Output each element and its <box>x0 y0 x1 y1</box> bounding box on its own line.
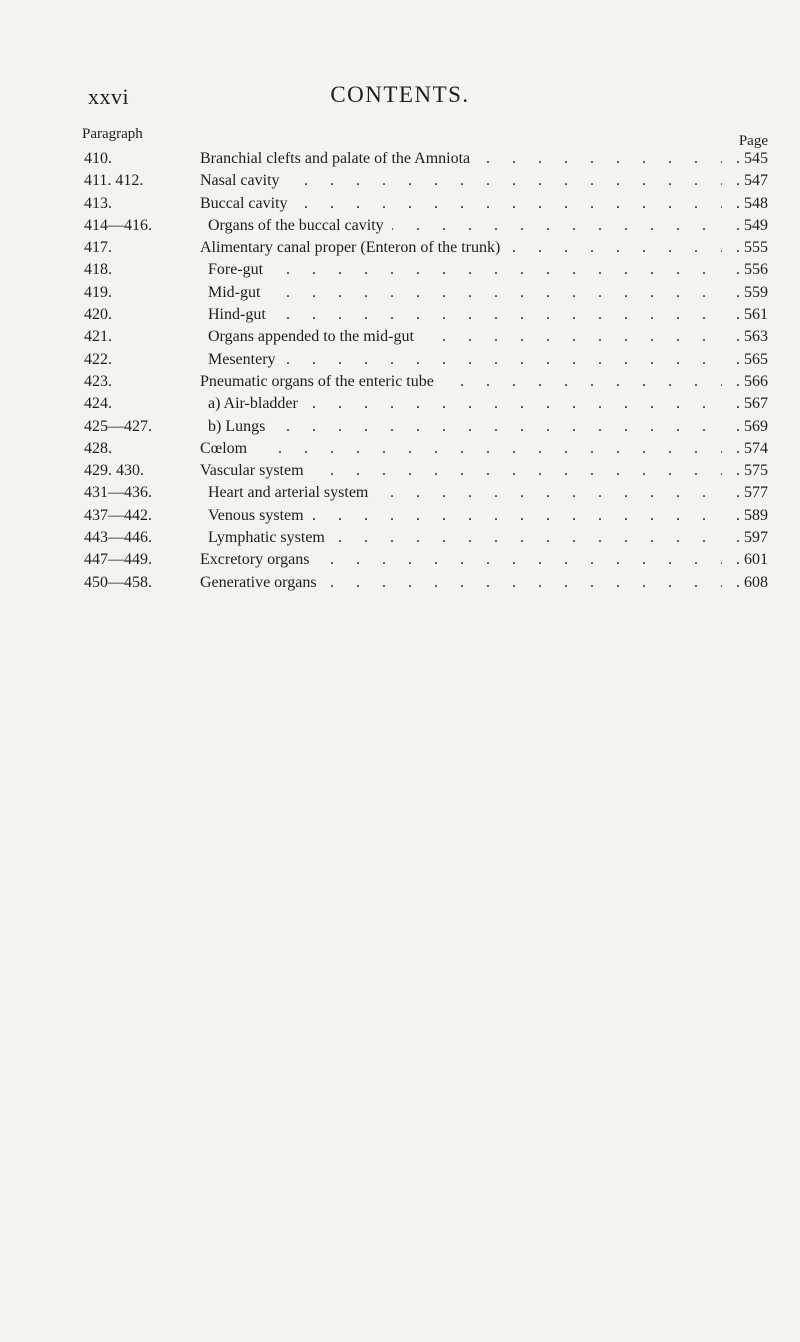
page-number: 549 <box>744 216 768 234</box>
paragraph-number: 411. 412. <box>84 172 144 190</box>
page-number: 608 <box>744 573 768 591</box>
paragraph-number: 424. <box>84 395 112 413</box>
paragraph-number: 428. <box>84 439 112 457</box>
toc-entry: 447—449. Excretory organs . . . . 601 <box>0 549 800 571</box>
toc-entry: 420. Hind-gut . . . . 561 <box>0 304 800 326</box>
paragraph-number: 429. 430. <box>84 462 144 480</box>
entry-title: b) Lungs <box>208 418 273 435</box>
page-folio: xxvi <box>88 84 130 109</box>
page-number: 545 <box>744 150 768 167</box>
toc-entry: 423. Pneumatic organs of the enteric tube . . . . 566 <box>0 371 800 393</box>
page-number: 563 <box>744 328 768 346</box>
toc-entry: 417. Alimentary canal proper (Enteron of the trunk) . . . . 555 <box>0 237 800 259</box>
entry-title: Hind-gut <box>208 306 274 323</box>
paragraph-number: 422. <box>84 350 112 368</box>
entry-title: Organs of the buccal cavity <box>208 217 392 234</box>
paragraph-number: 410. <box>84 150 112 167</box>
entry-title: Organs appended to the mid-gut <box>208 328 422 345</box>
paragraph-number: 418. <box>84 261 112 279</box>
page-number: 574 <box>744 439 768 457</box>
page-number: 601 <box>744 551 768 569</box>
paragraph-number: 414—416. <box>84 216 152 234</box>
page-number: 577 <box>744 484 768 502</box>
entry-title: Branchial clefts and palate of the Amniota <box>200 150 478 167</box>
paragraph-number: 437—442. <box>84 506 152 524</box>
paragraph-number: 425—427. <box>84 417 152 435</box>
entry-title: Mid-gut <box>208 284 268 301</box>
entry-title: Pneumatic organs of the enteric tube <box>200 373 442 390</box>
page-number: 547 <box>744 172 768 190</box>
toc-entry: 450—458. Generative organs . . . . 608 <box>0 572 800 594</box>
paragraph-number: 421. <box>84 328 112 346</box>
entry-title: Nasal cavity <box>200 172 288 189</box>
page-column-header: Page <box>738 133 768 149</box>
page-number: 548 <box>744 194 768 212</box>
toc-entry: 410. Branchial clefts and palate of the Amniota . . . . 545 <box>0 148 800 170</box>
entry-title: Alimentary canal proper (Enteron of the trunk) <box>200 239 508 256</box>
entry-title: Lymphatic system <box>208 529 333 546</box>
toc-entry: 421. Organs appended to the mid-gut . . . . 563 <box>0 326 800 348</box>
entry-title: Excretory organs <box>200 551 317 568</box>
paragraph-number: 431—436. <box>84 484 152 502</box>
page-number: 566 <box>744 372 768 390</box>
paragraph-number: 443—446. <box>84 529 152 547</box>
entry-title: Vascular system <box>200 462 312 479</box>
page-number: 565 <box>744 350 768 368</box>
page-number: 597 <box>744 529 768 547</box>
page-number: 559 <box>744 283 768 301</box>
page-number: 569 <box>744 417 768 435</box>
entry-title: Generative organs <box>200 574 325 591</box>
paragraph-number: 420. <box>84 306 112 324</box>
page-number: 589 <box>744 506 768 524</box>
paragraph-number: 419. <box>84 283 112 301</box>
contents-list <box>0 148 800 594</box>
toc-entry: 419. Mid-gut . . . . 559 <box>0 282 800 304</box>
entry-title: Mesentery <box>208 351 284 368</box>
toc-entry: 414—416. Organs of the buccal cavity . . . . 549 <box>0 215 800 237</box>
page-number: 567 <box>744 395 768 413</box>
entry-title: a) Air-bladder <box>208 395 306 412</box>
entry-title: Heart and arterial system <box>208 484 376 501</box>
paragraph-column-header: Paragraph <box>82 126 143 142</box>
entry-title: Buccal cavity <box>200 195 296 212</box>
paragraph-number: 447—449. <box>84 551 152 569</box>
toc-entry: 411. 412. Nasal cavity . . . . 547 <box>0 170 800 192</box>
toc-entry: 428. Cœlom . . . . 574 <box>0 438 800 460</box>
toc-entry: 413. Buccal cavity . . . . 548 <box>0 193 800 215</box>
paragraph-number: 413. <box>84 194 112 212</box>
page-number: 555 <box>744 239 768 257</box>
toc-entry: 425—427. b) Lungs . . . . 569 <box>0 416 800 438</box>
paragraph-number: 450—458. <box>84 573 152 591</box>
toc-entry: 431—436. Heart and arterial system . . . . 577 <box>0 482 800 504</box>
toc-entry: 424. a) Air-bladder . . . . 567 <box>0 393 800 415</box>
entry-title: Fore-gut <box>208 261 271 278</box>
toc-entry: 429. 430. Vascular system . . . . 575 <box>0 460 800 482</box>
toc-entry: 422. Mesentery . . . . 565 <box>0 349 800 371</box>
page-number: 561 <box>744 306 768 324</box>
paragraph-number: 417. <box>84 239 112 257</box>
entry-title: Cœlom <box>200 440 255 457</box>
paragraph-number: 423. <box>84 372 112 390</box>
page-number: 575 <box>744 462 768 480</box>
entry-title: Venous system <box>208 507 312 524</box>
toc-entry: 437—442. Venous system . . . . 589 <box>0 505 800 527</box>
toc-entry: 418. Fore-gut . . . . 556 <box>0 259 800 281</box>
page-number: 556 <box>744 261 768 279</box>
running-head: CONTENTS. <box>330 82 470 107</box>
toc-entry: 443—446. Lymphatic system . . . . 597 <box>0 527 800 549</box>
